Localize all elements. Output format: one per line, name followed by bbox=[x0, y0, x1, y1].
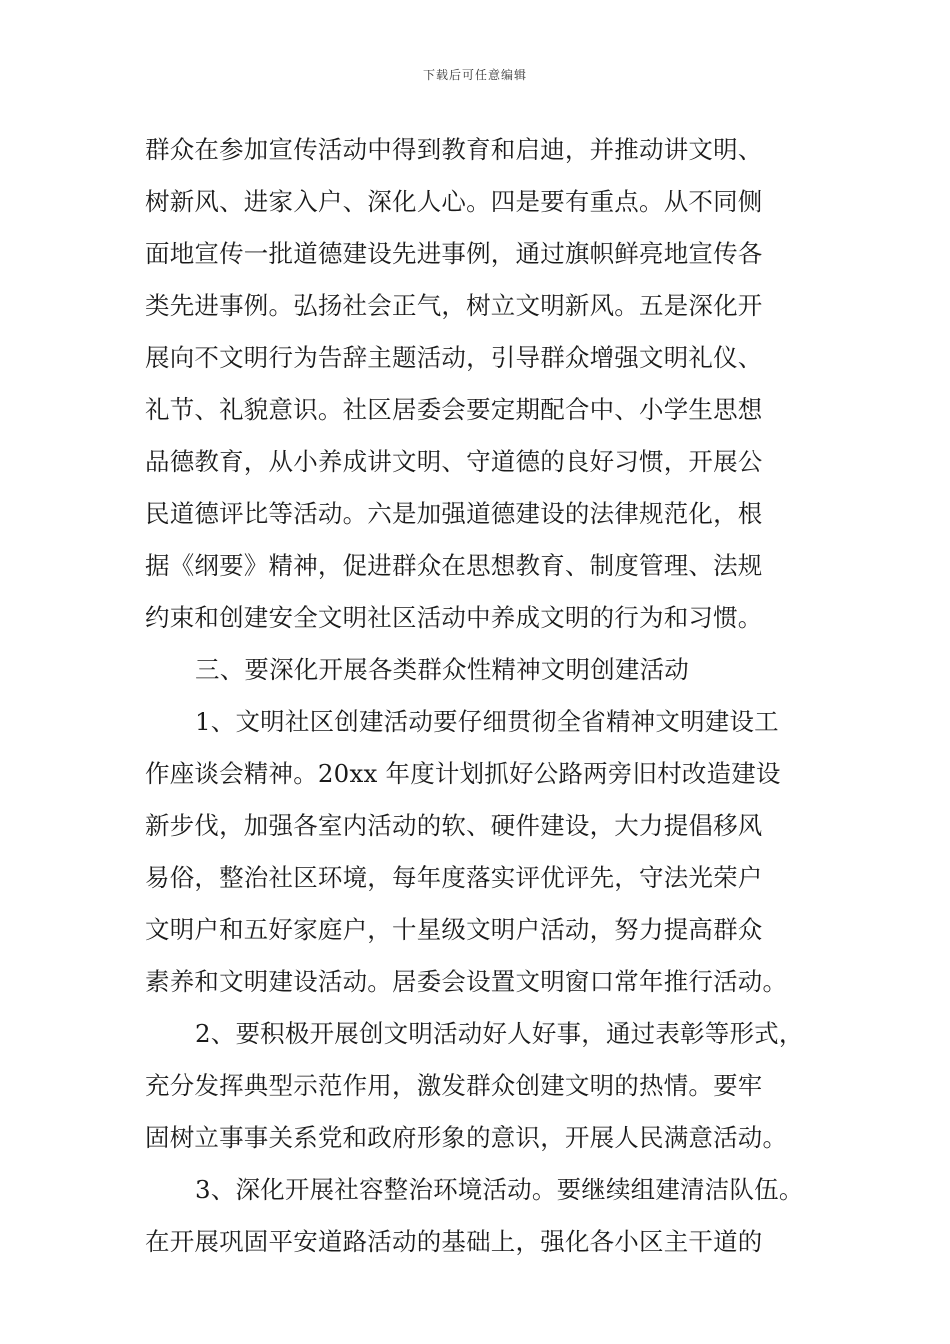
text-line: 群众在参加宣传活动中得到教育和启迪，并推动讲文明、 bbox=[145, 135, 763, 164]
text-line: 展向不文明行为告辞主题活动，引导群众增强文明礼仪、 bbox=[145, 343, 763, 372]
text-line: 树新风、进家入户、深化人心。四是要有重点。从不同侧 bbox=[145, 187, 763, 216]
text-line: 固树立事事关系党和政府形象的意识，开展人民满意活动。 bbox=[145, 1123, 788, 1152]
text-line: 礼节、礼貌意识。社区居委会要定期配合中、小学生思想 bbox=[145, 395, 763, 424]
text-line: 文明户和五好家庭户，十星级文明户活动，努力提高群众 bbox=[145, 915, 763, 944]
text-line: 据《纲要》精神，促进群众在思想教育、制度管理、法规 bbox=[145, 551, 763, 580]
text-line: 品德教育，从小养成讲文明、守道德的良好习惯，开展公 bbox=[145, 447, 763, 476]
text-line: 新步伐，加强各室内活动的软、硬件建设，大力提倡移风 bbox=[145, 811, 763, 840]
text-line: 民道德评比等活动。六是加强道德建设的法律规范化，根 bbox=[145, 499, 763, 528]
text-line: 1、文明社区创建活动要仔细贯彻全省精神文明建设工 bbox=[195, 707, 779, 736]
text-line: 约束和创建安全文明社区活动中养成文明的行为和习惯。 bbox=[145, 603, 763, 632]
text-line: 在开展巩固平安道路活动的基础上，强化各小区主干道的 bbox=[145, 1227, 763, 1256]
text-line: 作座谈会精神。20xx 年度计划抓好公路两旁旧村改造建设 bbox=[145, 759, 781, 788]
section-heading: 三、要深化开展各类群众性精神文明创建活动 bbox=[195, 655, 689, 684]
text-line: 类先进事例。弘扬社会正气，树立文明新风。五是深化开 bbox=[145, 291, 763, 320]
text-line: 3、深化开展社容整治环境活动。要继续组建清洁队伍。 bbox=[195, 1175, 804, 1204]
text-line: 面地宣传一批道德建设先进事例，通过旗帜鲜亮地宣传各 bbox=[145, 239, 763, 268]
header-note: 下载后可任意编辑 bbox=[422, 68, 527, 82]
text-line: 2、要积极开展创文明活动好人好事，通过表彰等形式， bbox=[195, 1019, 804, 1048]
text-line: 充分发挥典型示范作用，激发群众创建文明的热情。要牢 bbox=[145, 1071, 763, 1100]
text-line: 素养和文明建设活动。居委会设置文明窗口常年推行活动。 bbox=[145, 967, 788, 996]
text-line: 易俗，整治社区环境，每年度落实评优评先，守法光荣户 bbox=[145, 863, 763, 892]
